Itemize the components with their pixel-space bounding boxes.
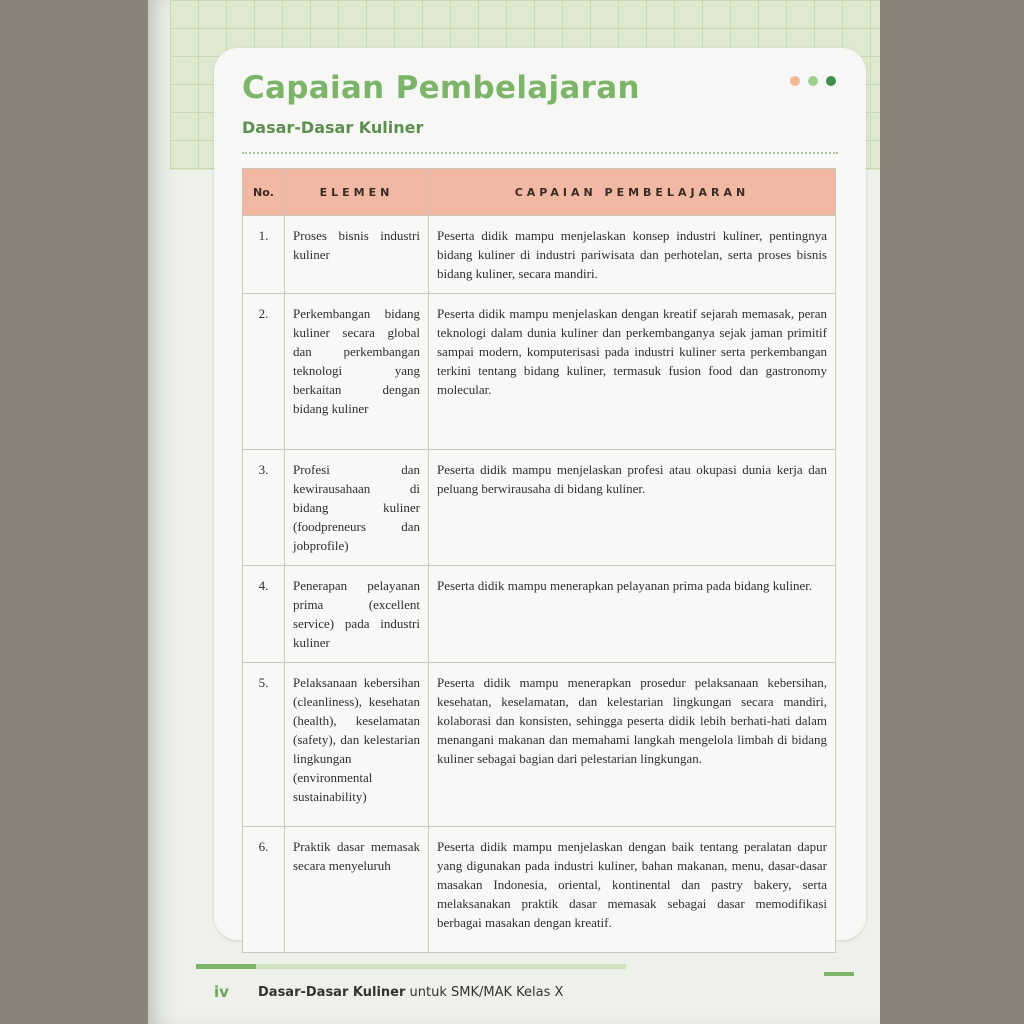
footer-progress-bar — [196, 964, 626, 969]
dot-icon-3 — [826, 76, 836, 86]
row-capaian: Peserta didik mampu menerapkan pelayanan prima pada bidang kuliner. — [429, 566, 836, 663]
book-page — [148, 0, 880, 1024]
row-elemen: Profesi dan kewirausahaan di bidang kuliner (foodpreneurs dan jobprofile) — [285, 450, 429, 566]
dot-icon-1 — [790, 76, 800, 86]
row-capaian: Peserta didik mampu menjelaskan dengan baik tentang peralatan dapur yang digunakan pada industri kuliner, bahan makanan, menu, dasar-dasar masakan Indonesia, oriental, kontinental dan pastry bakery, serta melaksanakan praktik dasar memasak sebagai dasar memodifikasi berbagai masakan dengan kreatif. — [429, 827, 836, 953]
table-row — [243, 566, 836, 663]
capaian-table — [242, 168, 836, 953]
row-number: 2. — [243, 294, 285, 450]
row-capaian: Peserta didik mampu menerapkan prosedur pelaksanaan kebersihan, kesehatan, keselamatan, dan kelestarian lingkungan secara mandiri, kolaborasi dan konsisten, sehingga peserta didik lebih berhati-hati dalam menangani makanan dan memahami langkah mengelola limbah di bidang kuliner sebagai bagian dari pelestarian lingkungan. — [429, 663, 836, 827]
header-capaian: CAPAIAN PEMBELAJARAN — [429, 169, 836, 216]
header-no: No. — [243, 169, 285, 216]
table-row — [243, 216, 836, 294]
footer-book-title — [258, 985, 563, 1000]
table-row — [243, 294, 836, 450]
row-number: 4. — [243, 566, 285, 663]
table-header-row — [243, 169, 836, 216]
row-number: 1. — [243, 216, 285, 294]
content-card — [214, 48, 866, 940]
footer-book-title-bold: Dasar-Dasar Kuliner — [258, 985, 406, 1000]
dotted-divider — [242, 152, 838, 154]
row-elemen: Proses bisnis industri kuliner — [285, 216, 429, 294]
row-number: 5. — [243, 663, 285, 827]
decorative-dots — [790, 76, 836, 86]
row-number: 3. — [243, 450, 285, 566]
row-capaian: Peserta didik mampu menjelaskan konsep industri kuliner, pentingnya bidang kuliner di industri pariwisata dan perhotelan, serta proses bisnis bidang kuliner, secara mandiri. — [429, 216, 836, 294]
footer-accent-bar — [824, 972, 854, 976]
table-row — [243, 663, 836, 827]
header-elemen: ELEMEN — [285, 169, 429, 216]
footer-book-title-rest: untuk SMK/MAK Kelas X — [405, 985, 564, 1000]
row-elemen: Penerapan pelayanan prima (excellent service) pada industri kuliner — [285, 566, 429, 663]
row-elemen: Praktik dasar memasak secara menyeluruh — [285, 827, 429, 953]
row-number: 6. — [243, 827, 285, 953]
row-elemen: Pelaksanaan kebersihan (cleanliness), kesehatan (health), keselamatan (safety), dan kelestarian lingkungan (environmental sustainability) — [285, 663, 429, 827]
page-number: iv — [214, 983, 229, 1001]
row-capaian: Peserta didik mampu menjelaskan dengan kreatif sejarah memasak, peran teknologi dalam dunia kuliner dan perkembanganya sejak jaman primitif sampai modern, komputerisasi pada industri kuliner serta perkembangan terkini tentang bidang kuliner, termasuk fusion food dan gastronomy molecular. — [429, 294, 836, 450]
dot-icon-2 — [808, 76, 818, 86]
page-title: Capaian Pembelajaran — [242, 70, 640, 106]
row-capaian: Peserta didik mampu menjelaskan profesi atau okupasi dunia kerja dan peluang berwirausaha di bidang kuliner. — [429, 450, 836, 566]
table-row — [243, 450, 836, 566]
row-elemen: Perkembangan bidang kuliner secara global dan perkembangan teknologi yang berkaitan dengan bidang kuliner — [285, 294, 429, 450]
table-row — [243, 827, 836, 953]
page-subtitle: Dasar-Dasar Kuliner — [242, 118, 424, 137]
